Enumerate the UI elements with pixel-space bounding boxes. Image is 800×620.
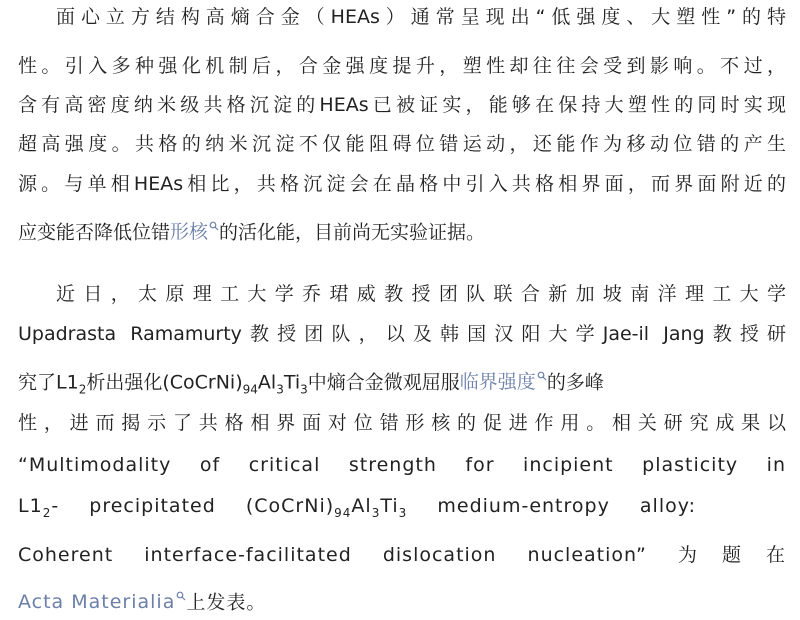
p2-l3-c: Al [257, 371, 277, 394]
p2-l6-d: Ti [380, 495, 399, 517]
p2-l6-c: Al [351, 495, 372, 517]
search-icon [537, 362, 547, 372]
p2-line-2: Upadrasta Ramamurty教授团队，以及韩国汉阳大学Jae-il Jang教授研 [18, 323, 786, 345]
p2-l3-sub4: 3 [300, 382, 308, 397]
p2-l3-sub3: 3 [276, 382, 284, 397]
p2-line-4: 性，进而揭示了共格相界面对位错形核的促进作用。相关研究成果以 [18, 412, 786, 434]
p2-l6-e: medium-entropy alloy: [407, 495, 696, 517]
p2-l3-a: 究了L1 [18, 371, 79, 394]
p2-l6-a: L1 [18, 495, 43, 517]
p2-l3-e: 中熵合金微观屈服 [307, 371, 460, 394]
p2-line-1: 近日，太原理工大学乔珺威教授团队联合新加坡南洋理工大学 [56, 283, 786, 305]
keyword-link-label: 临界强度 [459, 371, 536, 394]
p2-l3-d: Ti [283, 371, 301, 394]
p2-line-8 [18, 582, 786, 615]
journal-link-label: Acta Materialia [18, 591, 176, 614]
p2-l6-sub2: 94 [334, 506, 352, 520]
p1-line-6 [18, 212, 786, 245]
p1-line-5: 源。与单相HEAs相比，共格沉淀会在晶格中引入共格相界面，而界面附近的 [18, 173, 786, 195]
search-icon [209, 212, 219, 222]
p2-l3-b: 析出强化(CoCrNi) [86, 371, 243, 394]
p2-l6-sub1: 2 [42, 506, 52, 520]
p2-l3-sub1: 2 [78, 382, 87, 397]
journal-link-acta-materialia[interactable] [18, 591, 186, 613]
p2-line-5: “Multimodality of critical strength for incipient plasticity in [18, 454, 786, 476]
p2-line-7: Coherent interface-facilitated dislocation nucleation” 为题在 [18, 544, 786, 566]
p2-l6-sub4: 3 [398, 506, 408, 520]
keyword-link-linjieqiangdu[interactable] [460, 371, 547, 393]
p2-l3-sub2: 94 [242, 382, 258, 397]
p1-line-3: 含有高密度纳米级共格沉淀的HEAs已被证实，能够在保持大塑性的同时实现 [18, 94, 786, 116]
keyword-link-label: 形核 [170, 221, 209, 244]
p1-line-6-tail: 的活化能，目前尚无实验证据。 [219, 221, 486, 244]
p1-line-6-text: 应变能否降低位错 [18, 221, 171, 244]
p2-l8-post: 上发表。 [186, 591, 267, 614]
p2-l6-b: - precipitated (CoCrNi) [51, 495, 335, 517]
p1-line-4: 超高强度。共格的纳米沉淀不仅能阻碍位错运动，还能作为移动位错的产生 [18, 133, 786, 155]
search-icon [176, 582, 186, 592]
p2-l3-post: 的多峰 [546, 371, 604, 394]
p1-line-1: 面心立方结构高熵合金（HEAs）通常呈现出“低强度、大塑性”的特 [56, 6, 786, 28]
p2-line-3 [18, 362, 786, 402]
p2-l6-sub3: 3 [371, 506, 381, 520]
p2-line-6 [18, 493, 786, 526]
keyword-link-xinghe[interactable] [170, 221, 219, 243]
p1-line-2: 性。引入多种强化机制后，合金强度提升，塑性却往往会受到影响。不过， [18, 55, 786, 77]
